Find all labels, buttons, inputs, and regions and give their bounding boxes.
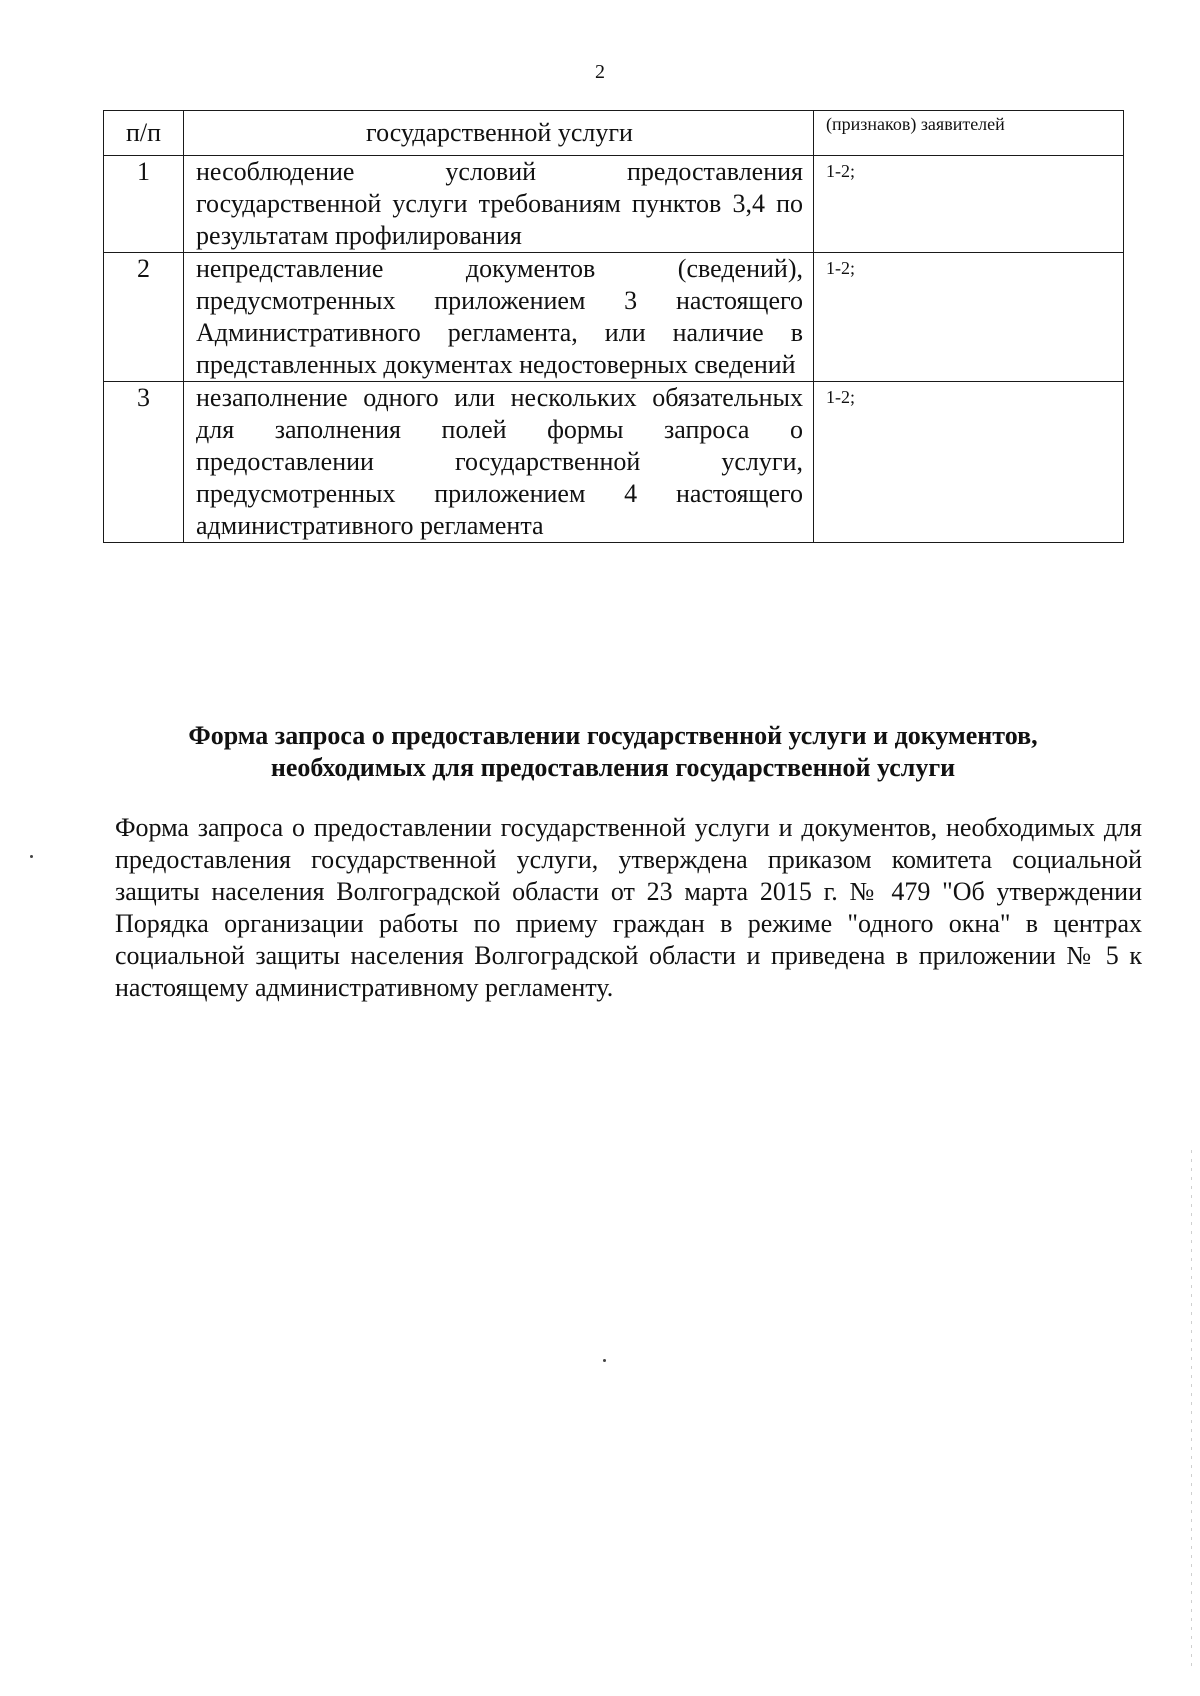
- scan-edge-artifact: [1191, 1150, 1192, 1670]
- table-row: [104, 156, 1124, 253]
- table-row: [104, 253, 1124, 382]
- page-number: 2: [595, 61, 605, 83]
- row-signs-cell: 1-2;: [814, 156, 1124, 253]
- table-header-row: [104, 111, 1124, 156]
- scan-speck: [30, 855, 33, 858]
- grounds-table: [103, 110, 1124, 543]
- row-signs-cell: 1-2;: [814, 382, 1124, 543]
- header-number-cell: п/п: [104, 111, 184, 156]
- row-number-cell: 1: [104, 156, 184, 253]
- section-title-line-2: необходимых для предоставления государственной услуги: [270, 753, 956, 782]
- table-row: [104, 382, 1124, 543]
- header-signs-cell: (признаков) заявителей: [814, 111, 1124, 156]
- header-ground-cell: государственной услуги: [184, 111, 814, 156]
- scan-speck: [603, 1359, 606, 1362]
- row-ground-cell: непредставление документов (сведений), предусмотренных приложением 3 настоящего Административного регламента, или наличие в представленных документах недостоверных сведений: [184, 253, 814, 382]
- section-title-line-1: Форма запроса о предоставлении государственной услуги и документов,: [188, 721, 1038, 750]
- row-signs-cell: 1-2;: [814, 253, 1124, 382]
- row-number-cell: 3: [104, 382, 184, 543]
- section-body-paragraph: Форма запроса о предоставлении государственной услуги и документов, необходимых для предоставления государственной услуги, утверждена приказом комитета социальной защиты населения Волгоградской области от 23 марта 2015 г. № 479 "Об утверждении Порядка организации работы по приему граждан в режиме "одного окна" в центрах социальной защиты населения Волгоградской области и приведена в приложении № 5 к настоящему административному регламенту.: [115, 813, 1142, 1002]
- row-ground-cell: незаполнение одного или нескольких обязательных для заполнения полей формы запроса о предоставлении государственной услуги, предусмотренных приложением 4 настоящего административного регламента: [184, 382, 814, 543]
- section-title: [103, 720, 1123, 784]
- row-ground-cell: несоблюдение условий предоставления государственной услуги требованиям пунктов 3,4 по результатам профилирования: [184, 156, 814, 253]
- row-number-cell: 2: [104, 253, 184, 382]
